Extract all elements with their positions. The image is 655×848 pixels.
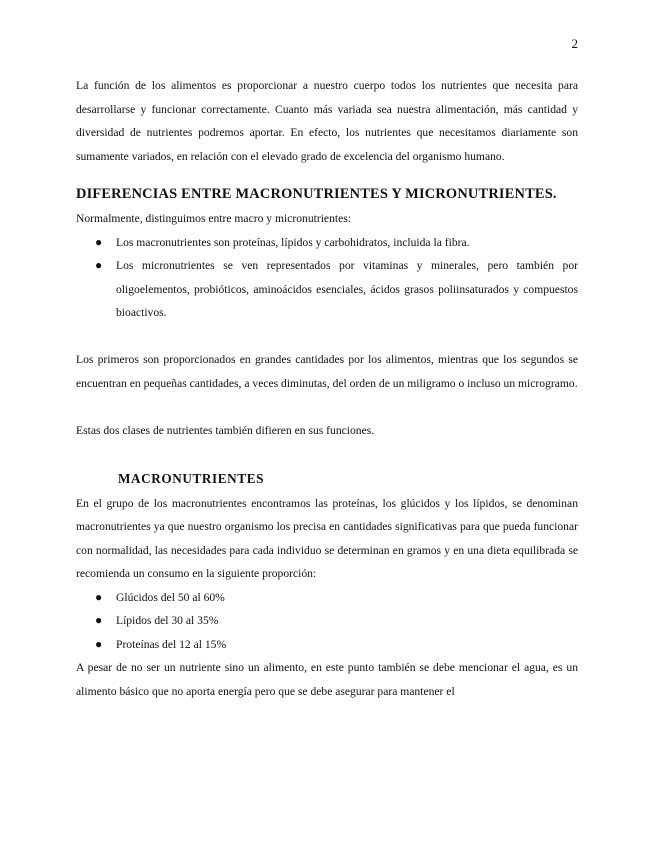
section1-paragraph-2: Los primeros son proporcionados en grandes cantidades por los alimentos, mientras que los segundos se encuentran en pequeñas cantidades, a veces diminutas, del orden de un miligramo o incluso un microgramo. xyxy=(76,353,578,390)
intro-paragraph: La función de los alimentos es proporcionar a nuestro cuerpo todos los nutrientes que necesita para desarrollarse y funcionar correctamente. Cuanto más variada sea nuestra alimentación, más cantidad y diversidad de nutrientes podremos aportar. En efecto, los nutrientes que necesitamos diariamente son sumamente variados, en relación con el elevado grado de excelencia del organismo humano. xyxy=(76,79,578,163)
spacer xyxy=(76,395,578,419)
list-item-text: Lípidos del 30 al 35% xyxy=(116,614,219,627)
list-item-text: Proteínas del 12 al 15% xyxy=(116,637,227,651)
list-item-text: Los micronutrientes se ven representados por vitaminas y minerales, pero también por oligoelementos, probióticos, aminoácidos esenciales, ácidos grasos poliinsaturados y compuestos bioactivos. xyxy=(116,259,578,319)
list-item xyxy=(76,586,578,610)
section1-bullet-list xyxy=(76,231,578,325)
bullet-icon: ● xyxy=(95,636,103,651)
section-heading-macronutrientes: MACRONUTRIENTES xyxy=(118,470,265,486)
section-heading-diferencias: DIFERENCIAS ENTRE MACRONUTRIENTES Y MICRONUTRIENTES. xyxy=(76,186,557,202)
spacer xyxy=(76,325,578,349)
list-item xyxy=(76,254,578,325)
bullet-icon: ● xyxy=(95,589,103,604)
section2-paragraph: En el grupo de los macronutrientes encontramos las proteínas, los glúcidos y los lípidos, se denominan macronutrientes ya que nuestro organismo los precisa en cantidades significativas para que pueda funcionar con normalidad, las necesidades para cada individuo se determinan en gramos y en una dieta equilibrada se recomienda un consumo en la siguiente proporción: xyxy=(76,496,578,580)
page-content xyxy=(76,74,578,703)
bullet-icon: ● xyxy=(95,613,103,627)
bullet-icon: ● xyxy=(95,258,103,272)
list-item xyxy=(76,231,578,255)
list-item xyxy=(76,633,578,657)
section2-bullet-list xyxy=(76,586,578,657)
bullet-icon: ● xyxy=(95,234,103,249)
page-number: 2 xyxy=(571,36,578,51)
section1-paragraph-3: Estas dos clases de nutrientes también difieren en sus funciones. xyxy=(76,423,375,437)
list-item-text: Los macronutrientes son proteínas, lípidos y carbohidratos, incluida la fibra. xyxy=(116,235,470,249)
section2-paragraph-2: A pesar de no ser un nutriente sino un alimento, en este punto también se debe mencionar el agua, es un alimento básico que no aporta energía pero que se debe asegurar para mantener el xyxy=(76,661,578,698)
list-item-text: Glúcidos del 50 al 60% xyxy=(116,590,225,604)
section1-lead: Normalmente, distinguimos entre macro y micronutrientes: xyxy=(76,212,351,225)
spacer xyxy=(76,442,578,466)
list-item xyxy=(76,609,578,633)
